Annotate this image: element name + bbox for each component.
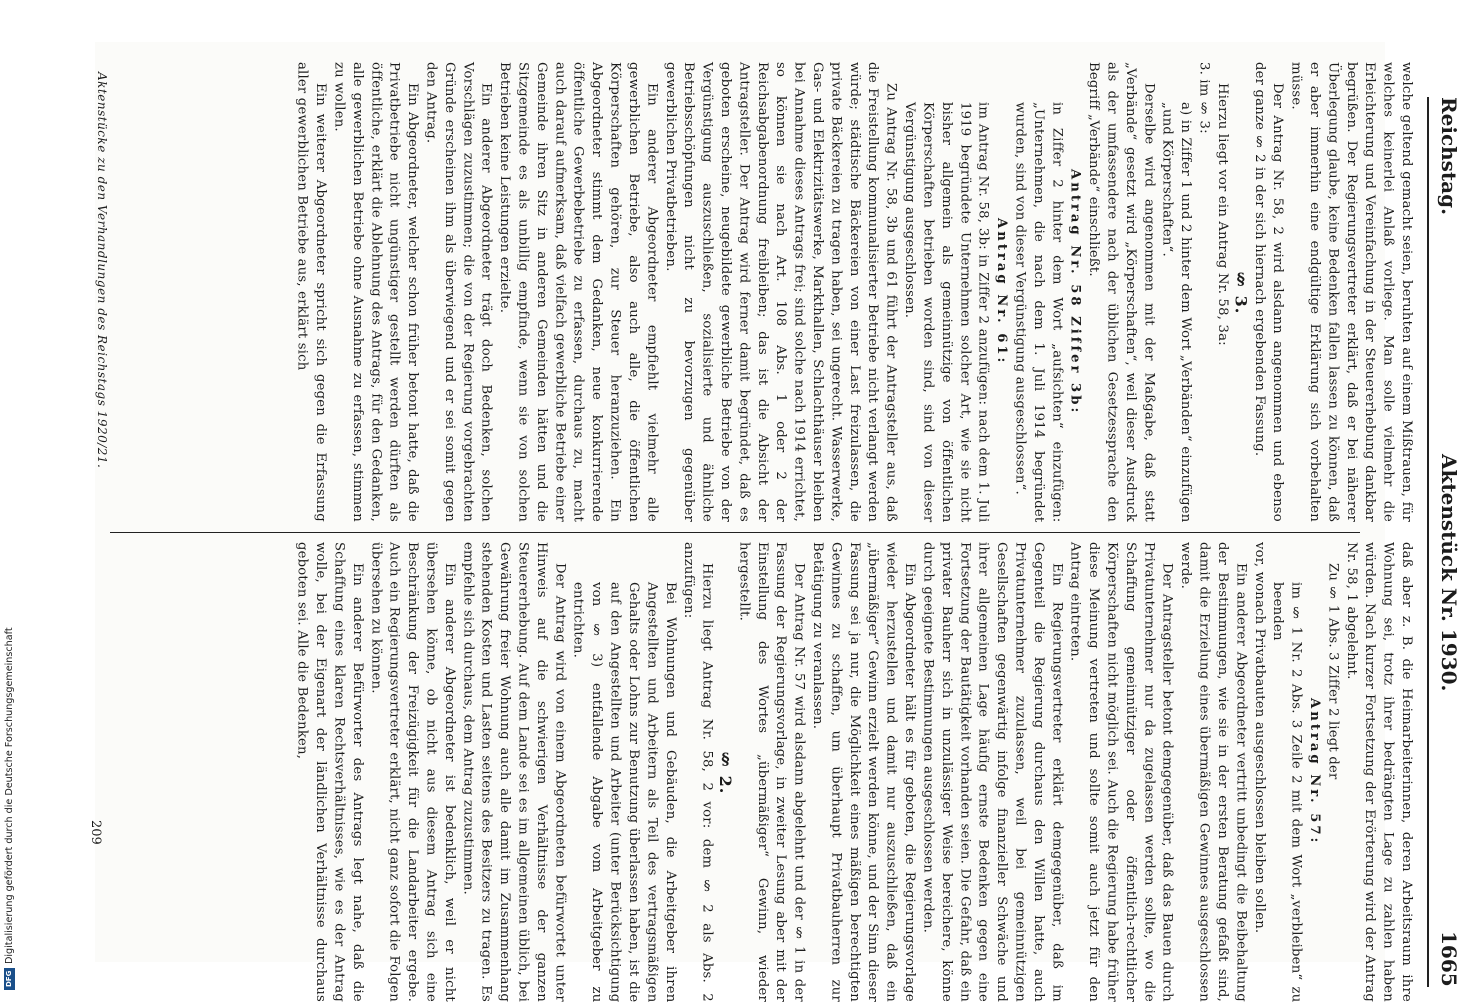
- paragraph: Hierzu liegt vor ein Antrag Nr. 58, 3a:: [1214, 83, 1230, 346]
- header-document: Aktenstück Nr. 1930.: [1437, 454, 1461, 692]
- motion-heading: Antrag Nr. 58 Ziffer 3b:: [1067, 168, 1083, 416]
- paragraph: 3. im § 3:: [1196, 62, 1212, 134]
- paragraph: Der Antrag Nr. 57 wird alsdann abgelehnt und der § 1 in der Fassung der Regierungsvorlage, in zweiter Lesung aber mit der Einstellung des Wortes „übermäßiger“ Gewinn, wieder hergestellt.: [736, 542, 807, 1002]
- quoted-motion: im § 1 Nr. 2 Abs. 3 Zeile 2 mit dem Wort „verbleiben“ zu beenden: [1270, 581, 1304, 1002]
- paragraph: welche geltend gemacht seien, beruhten auf einem Mißtrauen, für welches keinerlei Anlaß vorliege. Man solle vielmehr die Erleichterung und Vereinfachung in der Steuererhebung dankbar begrüßen. Der Regierungsvertreter erklärt, daß er bei näherer Überlegung glaube, keine Bedenken fallen lassen zu können, daß er aber immerhin eine endgültige Erklärung sich vorbehalten müsse.: [1288, 62, 1414, 522]
- paragraph: Ein anderer Befürworter des Antrags legt nahe, daß die Schaffung eines klaren Rechtsverhältnisses, wie es der Antrag wolle, bei der Eigenart der ländlichen Verhältnisse durchaus geboten sei. Alle die Bedenken,: [294, 542, 365, 1002]
- paragraph: Der Antrag wird von einem Abgeordneten befürwortet unter Hinweis auf die schwierigen Verhältnisse der ganzen Steuererhebung. Auf dem Lande sei es im allgemeinen üblich, bei Gewährung freier Wohnung auch alle damit im Zusammenhang stehenden Kosten und Lasten seitens des Besitzers zu tragen. Es empfehle sich durchaus, dem Antrag zuzustimmen.: [460, 542, 568, 1002]
- section-heading: § 2.: [715, 749, 735, 795]
- quoted-motion: Bei Wohnungen und Gebäuden, die Arbeitgeber ihren Angestellten und Arbeitern als Teil des vertragsmäßigen Gehalts oder Lohns zur Benutzung überlassen haben, ist die auf den Angestellten und Arbeiter (unter Berücksichtigung von § 3) entfallende Abgabe vom Arbeitgeber zu entrichten.: [570, 581, 678, 1002]
- footer-page-number: 209: [88, 820, 103, 845]
- quoted-motion: in Ziffer 2 hinter dem Wort „aufsichten“ einzufügen: „Unternehmen, die nach dem 1. Juli 1914 begründet wurden, sind von dieser Vergünstigung ausgeschlossen“.: [1012, 101, 1065, 522]
- running-head: [1437, 97, 1461, 987]
- header-title: Reichstag.: [1437, 97, 1461, 216]
- quoted-motion: a) in Ziffer 1 und 2 hinter dem Wort „Verbänden“ einzufügen „und Körperschaften“.: [1159, 101, 1194, 522]
- paragraph: Der Antragsteller betont demgegenüber, daß das Bauen durch Privatunternehmer nur da zugelassen werden sollte, wo die Schaffung gemeinnütziger oder öffentlich-rechtlicher Körperschaften nicht möglich sei. Auch die Regierung habe früher diese Meinung vertreten und sollte somit auch jetzt für den Antrag eintreten.: [1067, 542, 1175, 1002]
- motion-heading: Antrag Nr. 57:: [1306, 698, 1322, 846]
- paragraph: Zu Antrag Nr. 58, 3b und 61 führt der Antragsteller aus, daß die Freistellung kommunalisierter Betriebe nicht verlangt werden würde; städtische Bäckereien von einer Last freizulassen, die private Bäckereien zu tragen haben, sei ungerecht. Wasserwerke, Gas- und Elektrizitätswerke, Markthallen, Schlachthäuser bleiben bei Annahme dieses Antrags frei; sind solche nach 1914 errichtet, so können sie nach Art. 108 Abs. 1 oder 2 der Reichsabgabenordnung freibleiben; das ist die Absicht der Antragsteller. Der Antrag wird ferner damit begründet, daß es geboten erscheine, neugebildete gewerbliche Betriebe von der Vergünstigung auszuschließen, sozialisierte und ähnliche Betriebsschöpfungen nicht zu bevorzugen gegenüber gewerblichen Privatbetrieben.: [662, 62, 899, 522]
- paragraph: daß aber z. B. die Heimarbeiterinnen, deren Arbeitsraum ihre Wohnung sei, trotz ihrer bedrängten Lage zu zahlen haben würden. Nach kurzer Fortsetzung der Erörterung wird der Antrag Nr. 58, 1 abgelehnt.: [1343, 542, 1414, 1002]
- paragraph: Ein Abgeordneter, welcher schon früher betont hatte, daß die Privatbetriebe nicht ungünstiger gestellt werden dürften als öffentliche, erklärt die Ablehnung des Antrags, für den Gedanken, alle gewerblichen Betriebe ohne Ausnahme zu erfassen, stimmen zu wollen.: [331, 62, 421, 522]
- footer-source: Aktenstücke zu den Verhandlungen des Reichstags 1920/21.: [95, 71, 109, 469]
- paragraph: Ein Regierungsvertreter erklärt demgegenüber, daß im Gegenteil die Regierung durchaus den Willen hatte, auch Privatunternehmer zuzulassen, weil bei gemeinnützigen Gesellschaften gegenwärtig infolge finanzieller Schwäche und ihrer allgemeinen Lage häufig ernste Bedenken gegen eine Fortsetzung der Bautätigkeit vorhanden seien. Die Gefahr, daß ein privater Bauherr sich in unzulässiger Weise bereichere, könne durch geeignete Bestimmungen ausgeschlossen werden.: [920, 542, 1065, 1002]
- header-rule: [1427, 97, 1429, 987]
- column-rule: [110, 532, 1360, 533]
- paragraph: Derselbe wird angenommen mit der Maßgabe, daß statt „Verbände“ gesetzt wird „Körperschaften“, weil dieser Ausdruck als der umfassendere nach der üblichen Gesetzessprache den Begriff „Verbände“ einschließt.: [1086, 62, 1157, 522]
- scanned-page: [95, 42, 1461, 1002]
- paragraph: Zu § 1 Abs. 3 Ziffer 2 liegt der: [1325, 563, 1341, 780]
- column-right: [95, 62, 1415, 522]
- paragraph: Hierzu liegt Antrag Nr. 58, 2 vor: dem § 2 als Abs. 2 anzufügen:: [681, 542, 715, 1002]
- paragraph: Ein anderer Abgeordneter ist bedenklich, weil er nicht übersehen könne, ob nicht aus diesem Antrag sich eine Beschränkung der Freizügigkeit für die Landarbeiter ergebe. Auch ein Regierungsvertreter erklärt, nicht ganz sofort die Folgen übersehen zu können.: [368, 542, 457, 1002]
- section-heading: § 3.: [1231, 269, 1251, 315]
- paragraph: Ein anderer Abgeordneter empfiehlt vielmehr alle gewerblichen Betriebe, also auch alle, die öffentlichen Körperschaften gehören, zur Steuer heranzuziehen. Ein Abgeordneter stimmt dem Gedanken, neue konkurrierende öffentliche Gewerbebetriebe zu erfassen, durchaus zu, macht auch darauf aufmerksam, daß vielfach gewerbliche Betriebe einer Gemeinde ihren Sitz in anderen Gemeinden hätten und die Sitzgemeinde es als unbillig empfinde, wenn sie von solchen Betrieben keine Leistungen erzielte.: [497, 62, 660, 522]
- paragraph: vor, wonach Privatbauten ausgeschlossen bleiben sollen.: [1251, 542, 1267, 934]
- paragraph: Ein weiterer Abgeordneter spricht sich gegen die Erfassung aller gewerblichen Betriebe aus, erklärt sich: [294, 62, 329, 522]
- digitization-credit: [4, 600, 15, 990]
- paragraph: Ein anderer Abgeordneter vertritt unbedingt die Beibehaltung der Bestimmungen, wie sie in der ersten Beratung gefaßt sind, damit die Erzielung eines übermäßigen Gewinnes ausgeschlossen werde.: [1178, 542, 1249, 1002]
- paragraph: Der Antrag Nr. 58, 2 wird alsdann angenommen und ebenso der ganze § 2 in der sich hiernach ergebenden Fassung.: [1251, 62, 1286, 522]
- paragraph: Ein anderer Abgeordneter trägt doch Bedenken, solchen Vorschlägen zuzustimmen; die von der Regierung vorgebrachten Gründe erscheinen ihm als überwiegend und er sei somit gegen den Antrag.: [423, 62, 494, 522]
- motion-heading: Antrag Nr. 61:: [994, 218, 1010, 366]
- quoted-motion: im Antrag Nr. 58, 3b: in Ziffer 2 anzufügen: nach dem 1. Juli 1919 begründete Unternehmen solcher Art, wie sie nicht bisher allgemein als gemeinnützige von öffentlichen Körperschaften betrieben worden sind, sind von dieser Vergünstigung ausgeschlossen.: [902, 101, 991, 522]
- paragraph: Ein Abgeordneter hält es für geboten, die Regierungsvorlage wieder herzustellen und damit nur auszuschließen, daß ein „übermäßiger“ Gewinn erzielt werden könne, und der Sinn dieser Fassung sei ja nur, die Möglichkeit eines mäßigen berechtigten Gewinnes zu schaffen, um überhaupt Privatbauherren zur Betätigung zu veranlassen.: [810, 542, 918, 1002]
- credit-text: Digitalisierung gefördert durch die Deutsche Forschungsgemeinschaft: [4, 627, 15, 964]
- header-page: 1665: [1437, 931, 1461, 987]
- dfg-logo-icon: DFG: [4, 968, 15, 990]
- column-left: [95, 542, 1415, 1002]
